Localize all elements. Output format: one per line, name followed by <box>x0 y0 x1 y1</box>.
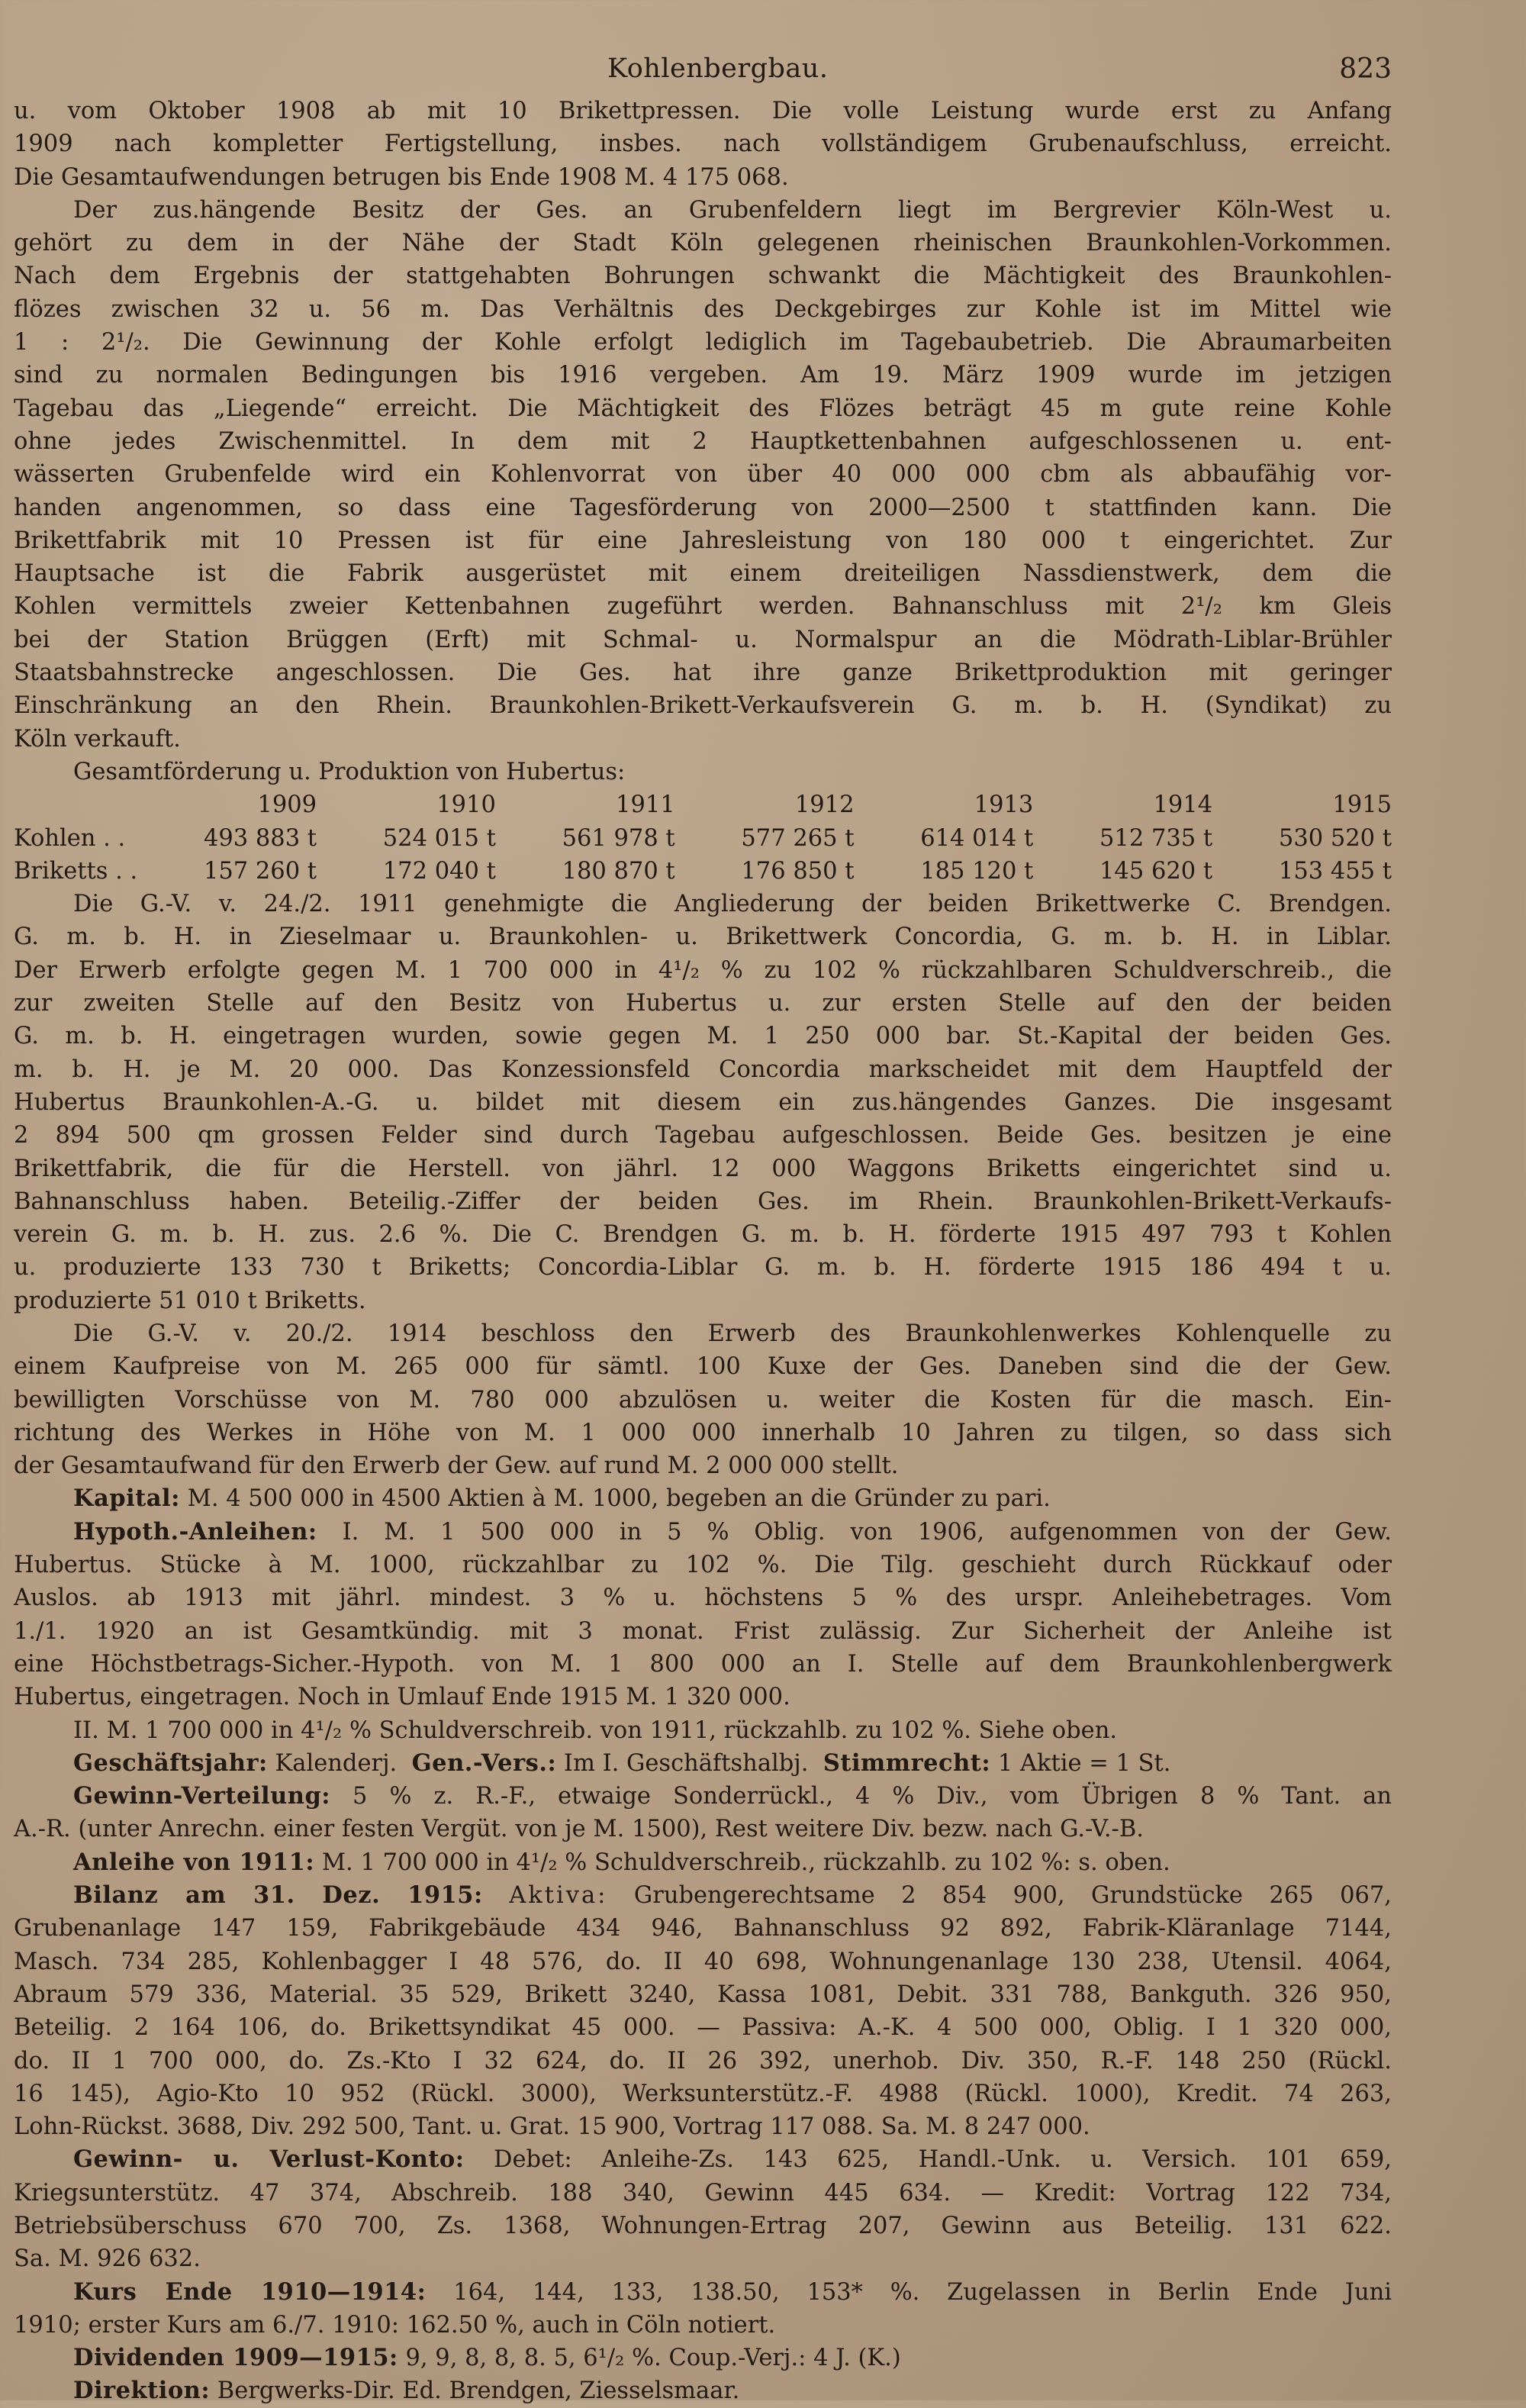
text-line: verein G. m. b. H. zus. 2.6 %. Die C. Brendgen G. m. b. H. förderte 1915 497 793 t Kohlen <box>14 1221 1392 1249</box>
paragraph <box>14 756 1392 788</box>
year-header: 1913 <box>974 791 1034 819</box>
kurs-paragraph <box>14 2276 1392 2342</box>
business-info-paragraph: Geschäftsjahr: Kalenderj. Gen.-Vers.: Im I. Geschäftshalbj. Stimmrecht: 1 Aktie = 1 St. <box>73 1749 1171 1777</box>
row-label: Briketts . . <box>14 857 138 885</box>
table-row <box>14 822 1392 855</box>
text-line: Betriebsüberschuss 670 700, Zs. 1368, Wohnungen-Ertrag 207, Gewinn aus Beteilig. 131 622. <box>14 2213 1392 2239</box>
table-cell: 577 265 t <box>741 824 855 852</box>
text-line: eine Höchstbetrags-Sicher.-Hypoth. von M. 1 800 000 an I. Stelle auf dem Braunkohlenbergwerk <box>14 1650 1392 1678</box>
text-line: Kriegsunterstütz. 47 374, Abschreib. 188 340, Gewinn 445 634. — Kredit: Vortrag 122 734, <box>14 2179 1392 2207</box>
text-line: Tagebau das „Liegende“ erreicht. Die Mächtigkeit des Flözes beträgt 45 m gute reine Kohle <box>14 395 1392 422</box>
text-line: Hypoth.-Anleihen: I. M. 1 500 000 in 5 % Oblig. von 1906, aufgenommen von der Gew. <box>73 1517 1392 1546</box>
paragraph <box>14 888 1392 1317</box>
paragraph-group-1 <box>14 95 1392 788</box>
page-header <box>14 53 1392 95</box>
text-line: gehört zu dem in der Nähe der Stadt Köln gelegenen rheinischen Braunkohlen-Vorkommen. <box>14 230 1392 257</box>
text-line: Bilanz am 31. Dez. 1915: Aktiva: Grubengerechtsame 2 854 900, Grundstücke 265 067, <box>73 1881 1392 1910</box>
paragraph <box>14 95 1392 194</box>
guv-label: Gewinn- u. Verlust-Konto: <box>73 2145 465 2174</box>
text-line: wässerten Grubenfelde wird ein Kohlenvorrat von über 40 000 000 cbm als abbaufähig vor- <box>14 461 1392 488</box>
text-line: 1 : 2¹/₂. Die Gewinnung der Kohle erfolgt lediglich im Tagebaubetrieb. Die Abraumarbeiten <box>14 329 1392 356</box>
text-line: Bahnanschluss haben. Beteilig.-Ziffer der beiden Ges. im Rhein. Braunkohlen-Brikett-Verkaufs- <box>14 1188 1392 1215</box>
text-line: flözes zwischen 32 u. 56 m. Das Verhältnis des Deckgebirges zur Kohle ist im Mittel wie <box>14 295 1392 323</box>
bold-lead: Hypoth.-Anleihen: <box>73 1517 317 1546</box>
text-line: Die Gesamtaufwendungen betrugen bis Ende 1908 M. 4 175 068. <box>14 163 789 191</box>
guv-paragraph <box>14 2143 1392 2275</box>
table-header-row <box>14 788 1392 821</box>
text-line: Gewinn- u. Verlust-Konto: Debet: Anleihe-Zs. 143 625, Handl.-Unk. u. Versich. 101 659, <box>73 2145 1392 2174</box>
text-line: Die G.-V. v. 24./2. 1911 genehmigte die Angliederung der beiden Brikettwerke C. Brendgen. <box>73 891 1392 918</box>
bold-lead: Kapital: <box>73 1484 180 1513</box>
table-row <box>14 855 1392 888</box>
row-label: Kohlen . . <box>14 824 126 852</box>
production-table <box>14 788 1392 888</box>
text-line: der Gesamtaufwand für den Erwerb der Gew. auf rund M. 2 000 000 stellt. <box>14 1452 899 1480</box>
text-line: Hauptsache ist die Fabrik ausgerüstet mit einem dreiteiligen Nassdienstwerk, dem die <box>14 560 1392 588</box>
year-header: 1910 <box>436 791 496 819</box>
text-line: richtung des Werkes in Höhe von M. 1 000 000 innerhalb 10 Jahren zu tilgen, so dass sich <box>14 1419 1392 1446</box>
table-cell: 561 978 t <box>562 824 675 852</box>
text-line: Einschränkung an den Rhein. Braunkohlen-Brikett-Verkaufsverein G. m. b. H. (Syndikat) zu <box>14 692 1392 720</box>
text-line: do. II 1 700 000, do. Zs.-Kto I 32 624, do. II 26 392, unerhob. Div. 350, R.-F. 148 250 (Rückl. <box>14 2047 1392 2074</box>
text-line: Kapital: M. 4 500 000 in 4500 Aktien à M. 1000, begeben an die Gründer zu pari. <box>73 1484 1051 1513</box>
direktion-label: Direktion: <box>73 2377 211 2405</box>
text-line: Nach dem Ergebnis der stattgehabten Bohrungen schwankt die Mächtigkeit des Braunkohlen- <box>14 263 1392 290</box>
text-line: Kohlen vermittels zweier Kettenbahnen zugeführt werden. Bahnanschluss mit 2¹/₂ km Gleis <box>14 593 1392 621</box>
text-line: 1910; erster Kurs am 6./7. 1910: 162.50 %, auch in Cöln notiert. <box>14 2311 776 2339</box>
text-line: u. produzierte 133 730 t Briketts; Concordia-Liblar G. m. b. H. förderte 1915 186 494 t u. <box>14 1254 1392 1281</box>
text-line: G. m. b. H. in Zieselmaar u. Braunkohlen- u. Brikettwerk Concordia, G. m. b. H. in Liblar. <box>14 924 1392 951</box>
table-cell: 172 040 t <box>382 857 496 885</box>
text-line: u. vom Oktober 1908 ab mit 10 Brikettpressen. Die volle Leistung wurde erst zu Anfang <box>14 98 1392 124</box>
gewinn-verteilung-label: Gewinn-Verteilung: <box>73 1782 331 1810</box>
table-cell: 145 620 t <box>1099 857 1213 885</box>
text-line: einem Kaufpreise von M. 265 000 für sämtl. 100 Kuxe der Ges. Daneben sind die der Gew. <box>14 1353 1392 1381</box>
year-header: 1912 <box>794 791 855 819</box>
text-line: Abraum 579 336, Material. 35 529, Brikett 3240, Kassa 1081, Debit. 331 788, Bankguth. 326 950, <box>14 1981 1392 2008</box>
dividenden-paragraph: Dividenden 1909—1915: 9, 9, 8, 8, 8. 5, 6¹/₂ %. Coup.-Verj.: 4 J. (K.) <box>73 2344 901 2372</box>
text-line: Brikettfabrik, die für die Herstell. von jährl. 12 000 Waggons Briketts eingerichtet sind u. <box>14 1155 1392 1182</box>
paragraph <box>14 1714 1392 1747</box>
table-cell: 493 883 t <box>203 824 317 852</box>
text-line: bewilligten Vorschüsse von M. 780 000 abzulösen u. weiter die Kosten für die masch. Ein- <box>14 1386 1392 1414</box>
paragraph <box>14 1516 1392 1714</box>
text-line: Sa. M. 926 632. <box>14 2245 201 2273</box>
page-number: 823 <box>1339 53 1392 85</box>
text-line: Die G.-V. v. 20./2. 1914 beschloss den Erwerb des Braunkohlenwerkes Kohlenquelle zu <box>73 1320 1392 1347</box>
text-line: ohne jedes Zwischenmittel. In dem mit 2 Hauptkettenbahnen aufgeschlossenen u. ent- <box>14 427 1392 455</box>
text-line: Masch. 734 285, Kohlenbagger I 48 576, do. II 40 698, Wohnungenanlage 130 238, Utensil. 4064, <box>14 1948 1392 1975</box>
paragraph <box>14 1482 1392 1515</box>
text-line: 1909 nach kompletter Fertigstellung, insbes. nach vollständigem Grubenaufschluss, erreicht. <box>14 131 1392 158</box>
text-line: II. M. 1 700 000 in 4¹/₂ % Schuldverschreib. von 1911, rückzahlb. zu 102 %. Siehe oben. <box>73 1717 1118 1744</box>
year-header: 1911 <box>616 791 675 819</box>
text-line: Grubenanlage 147 159, Fabrikgebäude 434 946, Bahnanschluss 92 892, Fabrik-Kläranlage 7144, <box>14 1915 1392 1942</box>
text-line: handen angenommen, so dass eine Tagesförderung von 2000—2500 t stattfinden kann. Die <box>14 494 1392 521</box>
text-line: G. m. b. H. eingetragen wurden, sowie gegen M. 1 250 000 bar. St.-Kapital der beiden Ges. <box>14 1023 1392 1050</box>
dividenden-label: Dividenden 1909—1915: <box>73 2344 398 2372</box>
text-line: Hubertus, eingetragen. Noch in Umlauf Ende 1915 M. 1 320 000. <box>14 1684 790 1711</box>
table-cell: 153 455 t <box>1278 857 1392 885</box>
paragraph-group-2 <box>14 888 1392 1747</box>
aktiva-heading: Aktiva: <box>509 1882 608 1910</box>
running-title: Kohlenbergbau. <box>607 53 829 84</box>
text-line: m. b. H. je M. 20 000. Das Konzessionsfeld Concordia markscheidet mit dem Hauptfeld der <box>14 1056 1392 1083</box>
text-line: Brikettfabrik mit 10 Pressen ist für eine Jahresleistung von 180 000 t eingerichtet. Zur <box>14 527 1392 554</box>
text-line: Kurs Ende 1910—1914: 164, 144, 133, 138.50, 153* %. Zugelassen in Berlin Ende Juni <box>73 2277 1392 2306</box>
text-line: Beteilig. 2 164 106, do. Brikettsyndikat 45 000. — Passiva: A.-K. 4 500 000, Oblig. I 1 320 000, <box>14 2014 1392 2042</box>
stimmrecht-label: Stimmrecht: <box>823 1749 991 1777</box>
text-line: 16 145), Agio-Kto 10 952 (Rückl. 3000), Werksunterstütz.-F. 4988 (Rückl. 1000), Kredit. 74 263, <box>14 2080 1392 2107</box>
table-cell: 530 520 t <box>1278 824 1392 852</box>
gewinn-verteilung-paragraph: Gewinn-Verteilung: 5 % z. R.-F., etwaige Sonderrückl., 4 % Div., vom Übrigen 8 % Tant. an A.-R. (unter Anrechn. einer festen Vergüt. von je M. 1500), Rest weitere Div. bezw. nach G.-V.-B. <box>14 1782 1392 1843</box>
paragraph <box>14 194 1392 756</box>
text-line: Staatsbahnstrecke angeschlossen. Die Ges. hat ihre ganze Brikettproduktion mit geringer <box>14 659 1392 687</box>
text-line: sind zu normalen Bedingungen bis 1916 vergeben. Am 19. März 1909 wurde im jetzigen <box>14 362 1392 389</box>
kurs-label: Kurs Ende 1910—1914: <box>73 2277 427 2306</box>
genvers-label: Gen.-Vers.: <box>411 1749 557 1777</box>
table-cell: 157 260 t <box>203 857 317 885</box>
table-cell: 176 850 t <box>741 857 855 885</box>
text-line: Auslos. ab 1913 mit jährl. mindest. 3 % u. höchstens 5 % des urspr. Anleihebetrages. Vom <box>14 1584 1392 1612</box>
document-body <box>14 95 1392 2408</box>
geschaeftsjahr-label: Geschäftsjahr: <box>73 1749 268 1777</box>
bilanz-paragraph <box>14 1879 1392 2143</box>
direktion-paragraph: Direktion: Bergwerks-Dir. Ed. Brendgen, Ziesselsmaar. <box>73 2377 740 2405</box>
text-line: 2 894 500 qm grossen Felder sind durch Tagebau aufgeschlossen. Beide Ges. besitzen je eine <box>14 1122 1392 1149</box>
text-line: produzierte 51 010 t Briketts. <box>14 1287 366 1314</box>
table-cell: 614 014 t <box>920 824 1034 852</box>
table-cell: 512 735 t <box>1099 824 1213 852</box>
year-header: 1914 <box>1153 791 1213 819</box>
text-line: bei der Station Brüggen (Erft) mit Schmal- u. Normalspur an die Mödrath-Liblar-Brühler <box>14 626 1392 653</box>
year-header: 1909 <box>257 791 317 819</box>
anleihe-label: Anleihe von 1911: <box>73 1848 315 1876</box>
text-line: 1./1. 1920 an ist Gesamtkündig. mit 3 monat. Frist zulässig. Zur Sicherheit der Anleihe ist <box>14 1617 1392 1645</box>
paragraph <box>14 1317 1392 1482</box>
text-line: Köln verkauft. <box>14 725 181 753</box>
text-line: Hubertus. Stücke à M. 1000, rückzahlbar zu 102 %. Die Tilg. geschieht durch Rückkauf oder <box>14 1552 1392 1579</box>
table-cell: 180 870 t <box>562 857 675 885</box>
text-line: Der zus.hängende Besitz der Ges. an Grubenfeldern liegt im Bergrevier Köln-West u. <box>73 196 1392 224</box>
year-header: 1915 <box>1332 791 1392 819</box>
text-line: Gesamtförderung u. Produktion von Hubertus: <box>73 758 626 785</box>
table-cell: 524 015 t <box>382 824 496 852</box>
text-line: Lohn-Rückst. 3688, Div. 292 500, Tant. u. Grat. 15 900, Vortrag 117 088. Sa. M. 8 247 000. <box>14 2113 1090 2141</box>
table-cell: 185 120 t <box>920 857 1034 885</box>
text-line: zur zweiten Stelle auf den Besitz von Hubertus u. zur ersten Stelle auf den der beiden <box>14 990 1392 1017</box>
text-line: Hubertus Braunkohlen-A.-G. u. bildet mit diesem ein zus.hängendes Ganzes. Die insgesamt <box>14 1088 1392 1116</box>
text-line: Der Erwerb erfolgte gegen M. 1 700 000 in 4¹/₂ % zu 102 % rückzahlbaren Schuldverschreib., die <box>14 956 1392 984</box>
anleihe-paragraph: Anleihe von 1911: M. 1 700 000 in 4¹/₂ % Schuldverschreib., rückzahlb. zu 102 %: s. oben. <box>73 1848 1170 1876</box>
bilanz-label: Bilanz am 31. Dez. 1915: <box>73 1881 483 1910</box>
